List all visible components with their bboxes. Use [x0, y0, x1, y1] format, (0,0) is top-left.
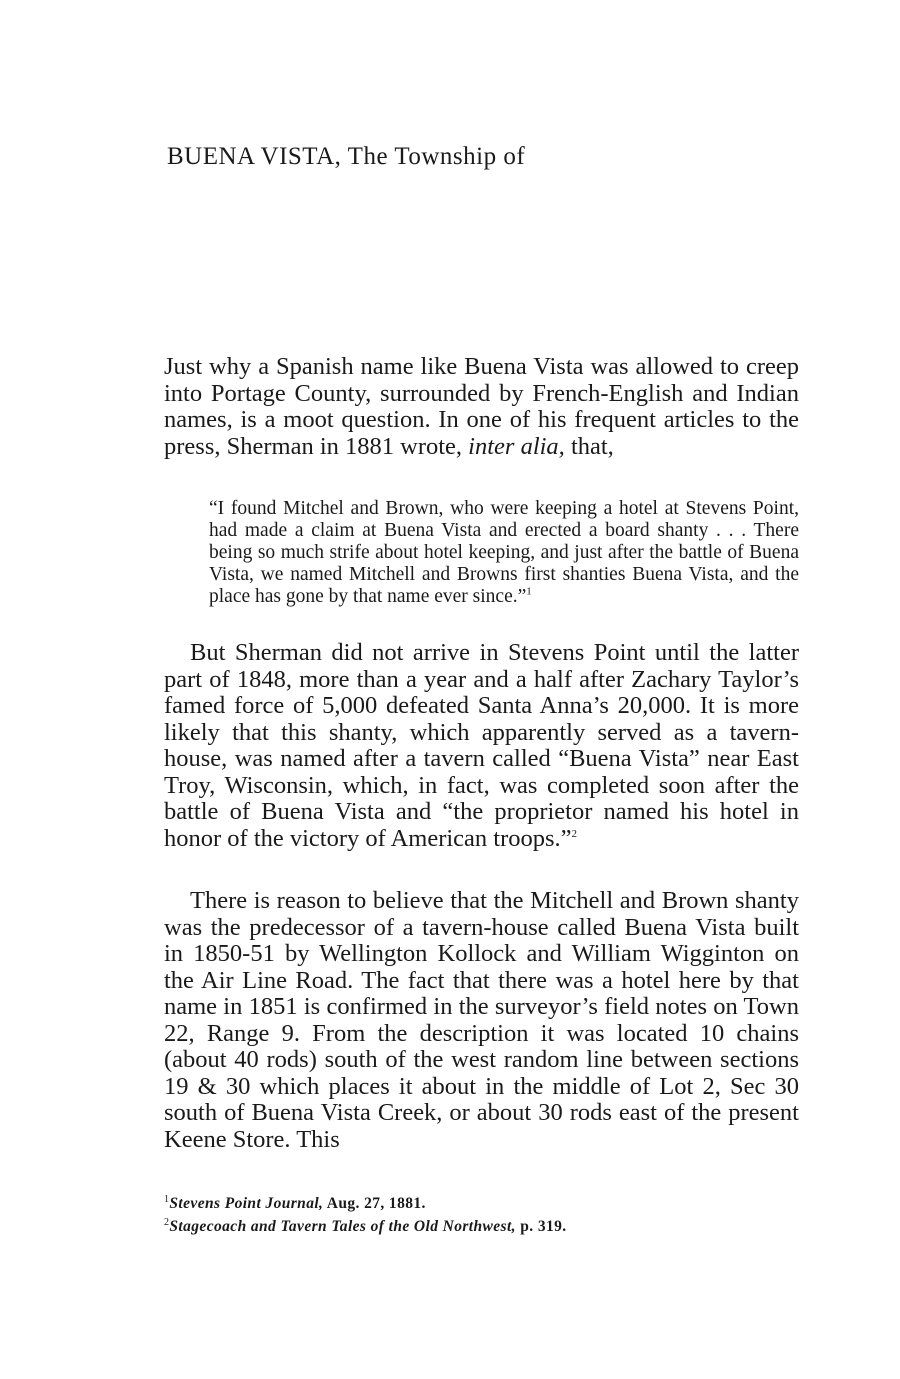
- block-quote: [209, 498, 799, 608]
- paragraph-1-text-end: that,: [564, 432, 614, 460]
- paragraph-2: [164, 640, 799, 852]
- footnote-1-marker: 1: [164, 1193, 170, 1205]
- paragraph-3: [164, 888, 799, 1153]
- paragraph-1-emphasis: inter alia,: [468, 432, 565, 460]
- quote-paragraph: [209, 498, 799, 608]
- footnote-2: [164, 1215, 804, 1238]
- footnote-1-rest: Aug. 27, 1881.: [323, 1195, 426, 1212]
- page-title: BUENA VISTA, The Township of: [167, 143, 526, 170]
- paragraph-3-text: There is reason to believe that the Mitchell and Brown shanty was the predecessor of a tavern-house called Buena Vista built in 1850-51 by Wellington Kollock and William Wigginton on the Air Line Road. The fact that there was a hotel here by that name in 1851 is confirmed in the surveyor’s field notes on Town 22, Range 9. From the description it was located 10 chains (about 40 rods) south of the west random line between sections 19 & 30 which places it about in the middle of Lot 2, Sec 30 south of Buena Vista Creek, or about 30 rods east of the present Keene Store. This: [164, 887, 799, 1153]
- paragraph-1-text: Just why a Spanish name like Buena Vista was allowed to creep into Portage County, surrounded by French-English and Indian names, is a moot question. In one of his frequent articles to the press, Sherman in 1881 wrote,: [164, 353, 799, 460]
- footnote-1-title: Stevens Point Journal,: [169, 1195, 324, 1212]
- footnote-2-rest: p. 319.: [515, 1218, 567, 1235]
- paragraph-1: [164, 354, 799, 460]
- footnotes: [164, 1192, 804, 1238]
- footnote-2-marker: 2: [164, 1216, 170, 1228]
- footnote-1: [164, 1192, 804, 1215]
- footnote-marker-2: 2: [571, 827, 578, 840]
- footnote-2-title: Stagecoach and Tavern Tales of the Old Northwest,: [169, 1218, 516, 1235]
- paragraph-2-text: But Sherman did not arrive in Stevens Point until the latter part of 1848, more than a year and a half after Zachary Taylor’s famed force of 5,000 defeated Santa Anna’s 20,000. It is more likely that this shanty, which apparently served as a tavern-house, was named after a tavern called “Buena Vista” near East Troy, Wisconsin, which, in fact, was completed soon after the battle of Buena Vista and “the proprietor named his hotel in honor of the victory of American troops.”: [164, 639, 799, 852]
- footnote-marker-1: 1: [526, 585, 532, 598]
- quote-text: “I found Mitchel and Brown, who were keeping a hotel at Stevens Point, had made a claim at Buena Vista and erected a board shanty . . . There being so much strife about hotel keeping, and just after the battle of Buena Vista, we named Mitchell and Browns first shanties Buena Vista, and the place has gone by that name ever since.”: [209, 498, 799, 607]
